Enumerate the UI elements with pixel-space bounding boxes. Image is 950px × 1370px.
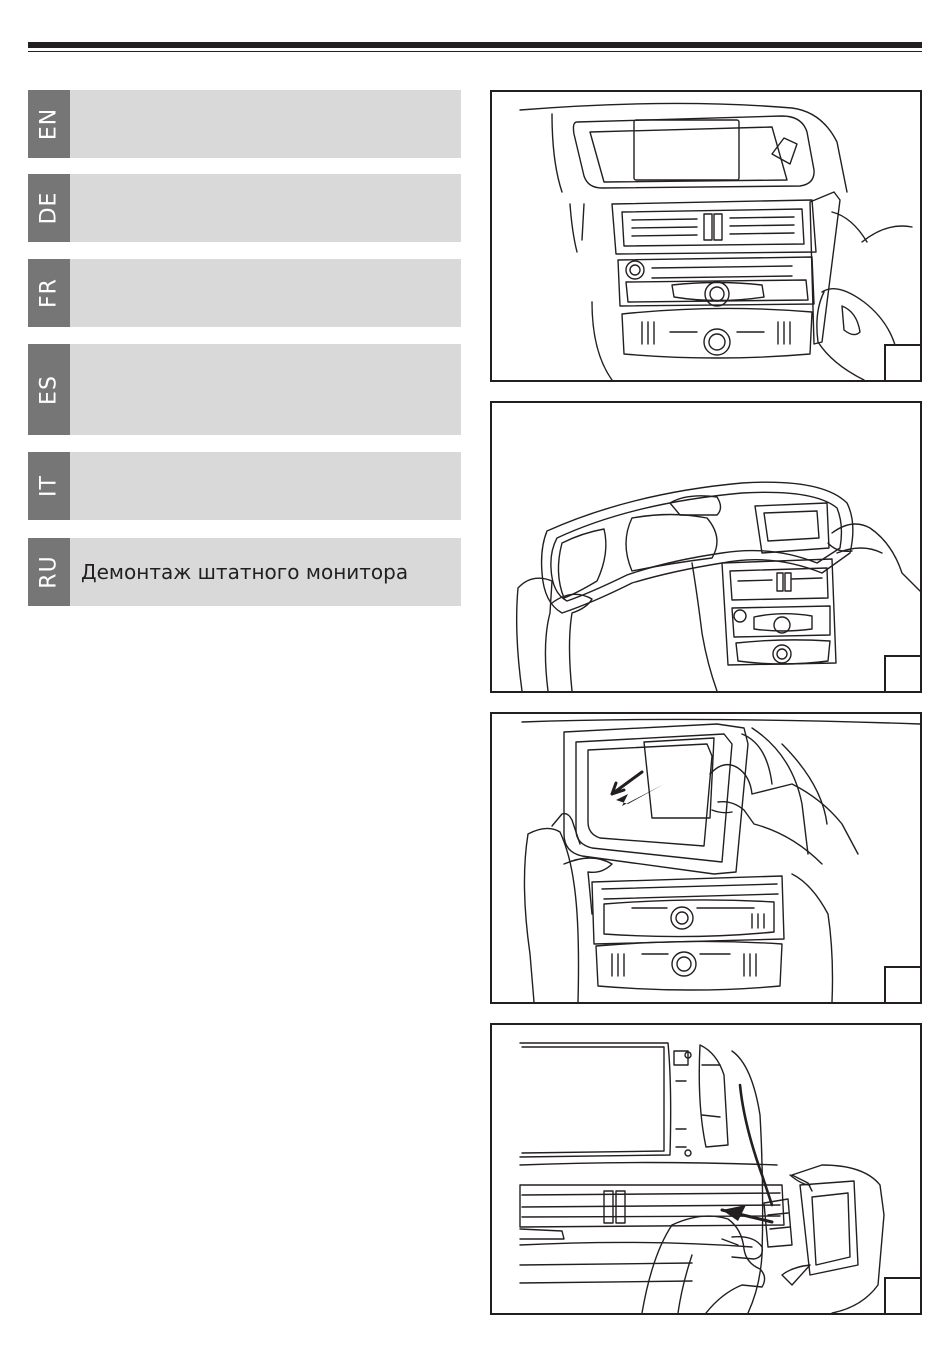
lang-block-es <box>28 344 461 435</box>
lang-text-ru: Демонтаж штатного монитора <box>81 560 409 584</box>
figure-1-pry-trim <box>490 90 922 382</box>
lang-text-fr <box>70 259 461 327</box>
lang-block-fr <box>28 259 461 327</box>
header-rule-thin <box>28 51 922 52</box>
figure-2-remove-frame <box>490 401 922 693</box>
lang-block-ru <box>28 538 461 606</box>
lang-code-es: ES <box>36 374 62 405</box>
lang-code-en: EN <box>36 107 62 141</box>
lang-block-de <box>28 174 461 242</box>
lang-block-it <box>28 452 461 520</box>
lang-text-it <box>70 452 461 520</box>
figure-3-step-number <box>884 966 922 1004</box>
lang-tab-es <box>28 344 70 435</box>
lang-text-de <box>70 174 461 242</box>
figure-4-disconnect <box>490 1023 922 1315</box>
lang-code-fr: FR <box>36 278 62 308</box>
lang-code-it: IT <box>36 475 62 497</box>
figure-1-step-number <box>884 344 922 382</box>
figure-2-step-number <box>884 655 922 693</box>
lang-tab-de <box>28 174 70 242</box>
figure-4-step-number <box>884 1277 922 1315</box>
lang-tab-ru <box>28 538 70 606</box>
lang-code-de: DE <box>36 191 62 225</box>
lang-tab-fr <box>28 259 70 327</box>
lang-text-es <box>70 344 461 435</box>
figure-3-pull-bezel <box>490 712 922 1004</box>
lang-code-ru: RU <box>36 555 62 589</box>
lang-block-en <box>28 90 461 158</box>
lang-tab-it <box>28 452 70 520</box>
lang-text-en <box>70 90 461 158</box>
header-rule-thick <box>28 42 922 48</box>
lang-tab-en <box>28 90 70 158</box>
